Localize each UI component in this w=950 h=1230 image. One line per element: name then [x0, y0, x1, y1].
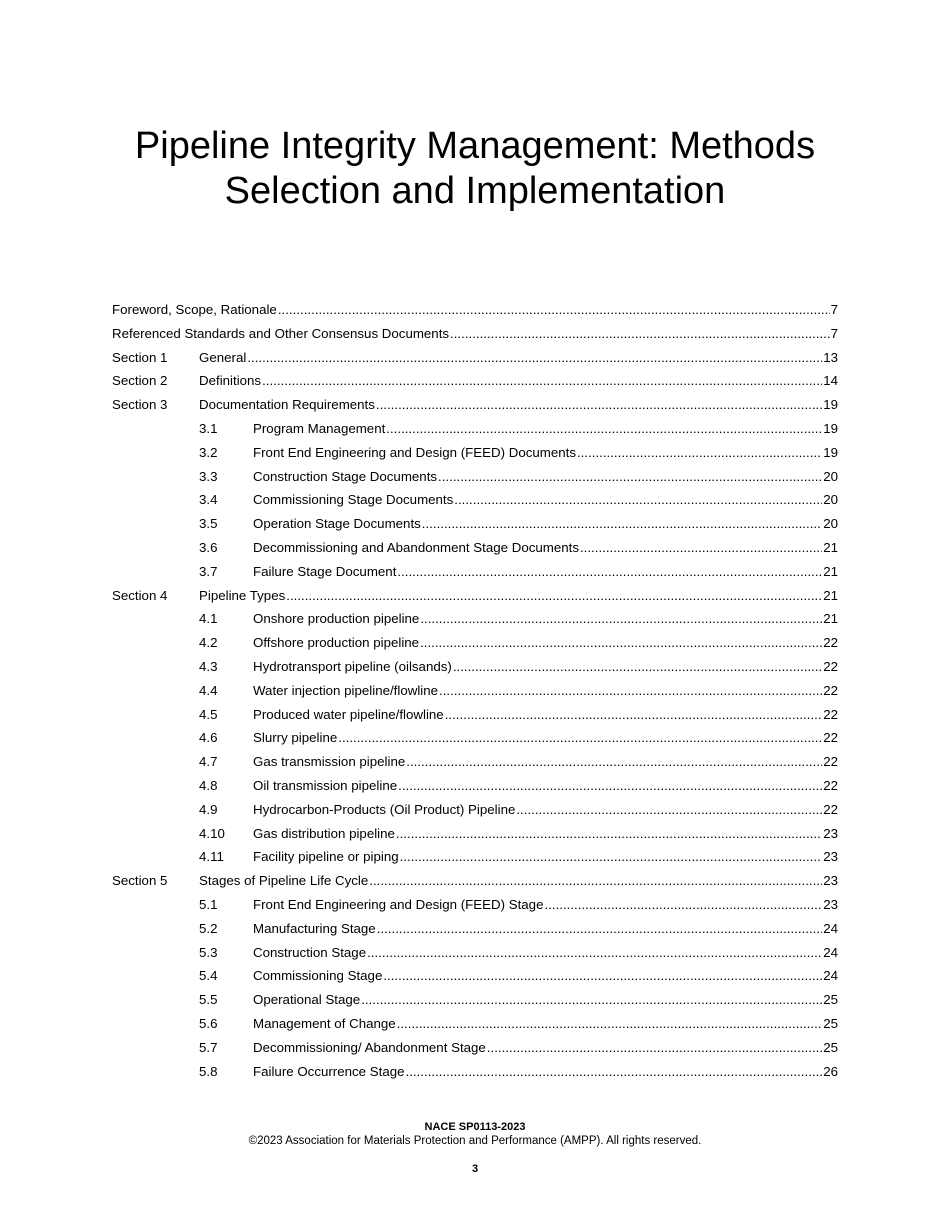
toc-entry-title: Front End Engineering and Design (FEED) Stage [253, 896, 544, 912]
toc-entry-title: Front End Engineering and Design (FEED) Documents [253, 444, 576, 460]
toc-entry-title: Manufacturing Stage [253, 920, 376, 936]
toc-dot-leader [383, 964, 822, 988]
toc-entry[interactable] [112, 964, 838, 988]
toc-page-number: 24 [823, 944, 838, 960]
toc-entry-title: Commissioning Stage [253, 968, 383, 984]
toc-dot-leader [286, 584, 822, 608]
toc-dot-leader [406, 1060, 823, 1084]
toc-entry[interactable] [112, 941, 838, 965]
toc-page-number: 21 [823, 587, 838, 603]
toc-entry[interactable] [112, 774, 838, 798]
toc-entry[interactable] [112, 655, 838, 679]
toc-subsection-number: 5.8 [199, 1063, 218, 1079]
toc-page-number: 21 [823, 611, 838, 627]
table-of-contents [112, 298, 838, 1083]
toc-dot-leader [397, 560, 822, 584]
toc-entry[interactable] [112, 417, 838, 441]
toc-entry-title: Program Management [253, 420, 386, 436]
toc-subsection-number: 4.7 [199, 754, 218, 770]
toc-page-number: 19 [823, 397, 838, 413]
toc-subsection-number: 5.6 [199, 1015, 218, 1031]
toc-entry[interactable] [112, 584, 838, 608]
toc-dot-leader [377, 917, 822, 941]
toc-subsection-number: 4.3 [199, 658, 218, 674]
toc-dot-leader [580, 536, 822, 560]
toc-page-number: 22 [823, 754, 838, 770]
toc-entry-title: Pipeline Types [199, 587, 286, 603]
toc-entry-title: Hydrocarbon-Products (Oil Product) Pipeline [253, 801, 516, 817]
toc-subsection-number: 4.8 [199, 777, 218, 793]
toc-section-number: Section 5 [112, 873, 168, 889]
toc-dot-leader [369, 869, 822, 893]
toc-entry-title: Onshore production pipeline [253, 611, 420, 627]
toc-entry-title: Facility pipeline or piping [253, 849, 399, 865]
toc-section-number: Section 4 [112, 587, 168, 603]
toc-entry[interactable] [112, 536, 838, 560]
toc-page-number: 23 [823, 873, 838, 889]
toc-dot-leader [438, 465, 822, 489]
toc-subsection-number: 4.2 [199, 635, 218, 651]
toc-subsection-number: 4.6 [199, 730, 218, 746]
toc-page-number: 21 [823, 539, 838, 555]
page-number: 3 [471, 1163, 479, 1175]
toc-subsection-number: 5.7 [199, 1039, 218, 1055]
toc-entry[interactable] [112, 393, 838, 417]
toc-entry[interactable] [112, 988, 838, 1012]
toc-page-number: 14 [823, 373, 838, 389]
toc-section-number: Section 1 [112, 349, 168, 365]
toc-dot-leader [487, 1036, 822, 1060]
toc-page-number: 24 [823, 968, 838, 984]
toc-entry[interactable] [112, 726, 838, 750]
toc-entry[interactable] [112, 465, 838, 489]
toc-dot-leader [516, 798, 822, 822]
toc-entry-title: Foreword, Scope, Rationale [112, 302, 277, 317]
toc-subsection-number: 3.4 [199, 492, 218, 508]
toc-page-number: 21 [823, 563, 838, 579]
toc-dot-leader [400, 845, 823, 869]
toc-dot-leader [445, 703, 823, 727]
toc-page-number: 22 [823, 801, 838, 817]
toc-page-number: 20 [823, 516, 838, 532]
toc-page-number: 7 [830, 325, 838, 341]
toc-section-number: Section 3 [112, 397, 168, 413]
toc-dot-leader [396, 822, 822, 846]
toc-page-number: 22 [823, 706, 838, 722]
toc-page-number: 23 [823, 849, 838, 865]
toc-dot-leader [397, 1012, 823, 1036]
toc-dot-leader [386, 417, 822, 441]
toc-entry[interactable] [112, 1036, 838, 1060]
toc-subsection-number: 3.2 [199, 444, 218, 460]
toc-page-number: 13 [823, 349, 838, 365]
title-line-2: Selection and Implementation [224, 170, 726, 212]
toc-subsection-number: 3.5 [199, 516, 218, 532]
toc-entry[interactable] [112, 917, 838, 941]
toc-subsection-number: 5.2 [199, 920, 218, 936]
toc-entry-title: Commissioning Stage Documents [253, 492, 454, 508]
toc-dot-leader [398, 774, 822, 798]
toc-section-number: Section 2 [112, 373, 168, 389]
toc-dot-leader [278, 298, 830, 322]
toc-entry-title: Construction Stage Documents [253, 468, 438, 484]
toc-dot-leader [454, 488, 822, 512]
toc-entry-title: Operation Stage Documents [253, 516, 421, 532]
toc-page-number: 20 [823, 468, 838, 484]
toc-entry[interactable] [112, 822, 838, 846]
toc-entry-title: Operational Stage [253, 992, 361, 1008]
toc-entry-title: Referenced Standards and Other Consensus Documents [112, 325, 450, 341]
toc-entry[interactable] [112, 512, 838, 536]
toc-entry-title: Construction Stage [253, 944, 367, 960]
toc-entry-title: Hydrotransport pipeline (oilsands) [253, 658, 452, 674]
toc-entry[interactable] [112, 560, 838, 584]
toc-dot-leader [406, 750, 822, 774]
toc-page-number: 24 [823, 920, 838, 936]
toc-subsection-number: 5.3 [199, 944, 218, 960]
toc-page-number: 23 [823, 896, 838, 912]
toc-dot-leader [367, 941, 822, 965]
toc-dot-leader [577, 441, 822, 465]
toc-entry[interactable] [112, 750, 838, 774]
toc-entry-title: Oil transmission pipeline [253, 777, 398, 793]
toc-dot-leader [450, 322, 830, 346]
toc-subsection-number: 4.5 [199, 706, 218, 722]
toc-entry[interactable] [112, 1012, 838, 1036]
toc-entry[interactable] [112, 845, 838, 869]
footer-standard-id: NACE SP0113-2023 [424, 1121, 526, 1133]
toc-dot-leader [420, 631, 822, 655]
toc-entry-title: Slurry pipeline [253, 730, 338, 746]
toc-entry[interactable] [112, 322, 838, 346]
toc-page-number: 19 [823, 444, 838, 460]
toc-entry[interactable] [112, 441, 838, 465]
toc-page-number: 22 [823, 635, 838, 651]
toc-entry-title: Stages of Pipeline Life Cycle [199, 873, 369, 889]
toc-entry-title: Water injection pipeline/flowline [253, 682, 439, 698]
toc-entry-title: Documentation Requirements [199, 397, 375, 413]
toc-dot-leader [544, 893, 822, 917]
toc-dot-leader [338, 726, 822, 750]
toc-entry-title: Failure Stage Document [253, 563, 397, 579]
footer-copyright: ©2023 Association for Materials Protection and Performance (AMPP). All rights reserved. [248, 1135, 702, 1147]
toc-entry-title: Decommissioning/ Abandonment Stage [253, 1039, 486, 1055]
toc-page-number: 22 [823, 777, 838, 793]
toc-page-number: 7 [830, 302, 838, 317]
toc-page-number: 22 [823, 658, 838, 674]
toc-subsection-number: 4.1 [199, 611, 218, 627]
toc-page-number: 20 [823, 492, 838, 508]
toc-subsection-number: 5.1 [199, 896, 218, 912]
toc-page-number: 26 [823, 1063, 838, 1079]
toc-entry-title: Decommissioning and Abandonment Stage Documents [253, 539, 579, 555]
toc-subsection-number: 5.5 [199, 992, 218, 1008]
toc-dot-leader [376, 393, 822, 417]
toc-page-number: 23 [823, 825, 838, 841]
toc-entry-title: Management of Change [253, 1015, 396, 1031]
toc-dot-leader [262, 369, 822, 393]
toc-page-number: 22 [823, 730, 838, 746]
toc-entry-title: Produced water pipeline/flowline [253, 706, 444, 722]
toc-entry[interactable] [112, 346, 838, 370]
toc-entry-title: Gas distribution pipeline [253, 825, 395, 841]
toc-subsection-number: 4.9 [199, 801, 218, 817]
toc-page-number: 25 [823, 992, 838, 1008]
toc-subsection-number: 3.1 [199, 420, 218, 436]
toc-entry-title: Gas transmission pipeline [253, 754, 406, 770]
toc-entry[interactable] [112, 798, 838, 822]
toc-dot-leader [439, 679, 822, 703]
toc-entry[interactable] [112, 679, 838, 703]
document-title [0, 124, 950, 214]
toc-dot-leader [247, 346, 822, 370]
toc-page-number: 25 [823, 1015, 838, 1031]
toc-entry-title: Failure Occurrence Stage [253, 1063, 405, 1079]
toc-entry[interactable] [112, 607, 838, 631]
title-line-1: Pipeline Integrity Management: Methods [134, 125, 816, 167]
toc-subsection-number: 4.10 [199, 825, 225, 841]
toc-subsection-number: 4.4 [199, 682, 218, 698]
toc-entry[interactable] [112, 488, 838, 512]
toc-entry-title: General [199, 349, 247, 365]
toc-subsection-number: 4.11 [199, 849, 224, 865]
toc-entry-title: Definitions [199, 373, 262, 389]
toc-entry[interactable] [112, 369, 838, 393]
toc-subsection-number: 3.6 [199, 539, 218, 555]
toc-entry[interactable] [112, 869, 838, 893]
toc-dot-leader [361, 988, 822, 1012]
toc-entry[interactable] [112, 1060, 838, 1084]
toc-entry[interactable] [112, 893, 838, 917]
toc-page-number: 25 [823, 1039, 838, 1055]
toc-dot-leader [422, 512, 822, 536]
toc-page-number: 19 [823, 420, 838, 436]
toc-subsection-number: 3.3 [199, 468, 218, 484]
toc-dot-leader [453, 655, 822, 679]
toc-entry[interactable] [112, 703, 838, 727]
toc-subsection-number: 3.7 [199, 563, 218, 579]
toc-subsection-number: 5.4 [199, 968, 218, 984]
toc-page-number: 22 [823, 682, 838, 698]
toc-entry[interactable] [112, 631, 838, 655]
toc-entry[interactable] [112, 298, 838, 322]
toc-dot-leader [420, 607, 822, 631]
toc-entry-title: Offshore production pipeline [253, 635, 420, 651]
